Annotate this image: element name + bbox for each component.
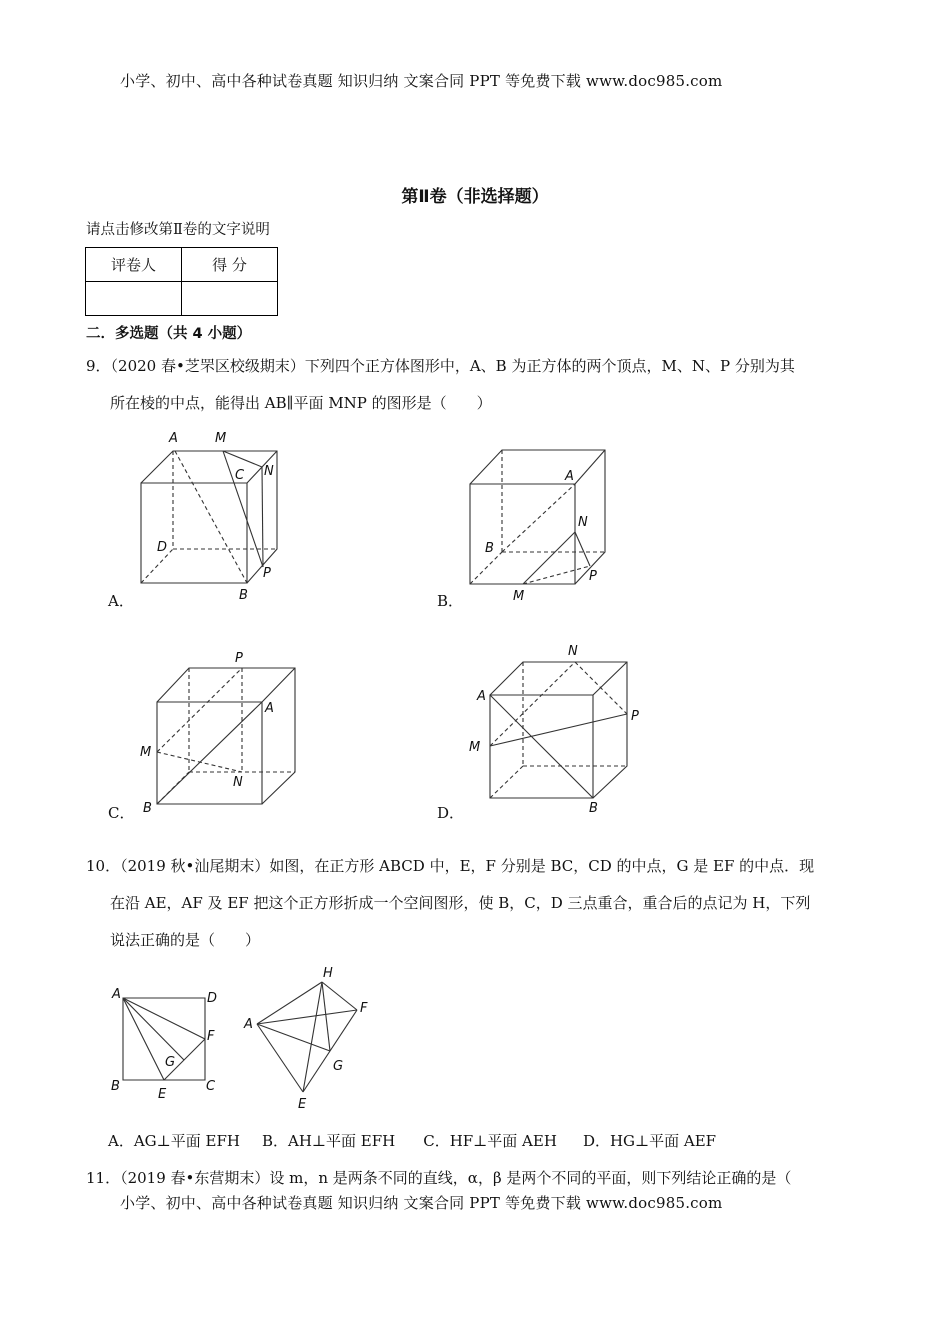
option-9d-label[interactable]: D．	[437, 804, 465, 822]
vertex-label: M	[513, 589, 525, 604]
section-heading: 二．多选题（共 4 小题）	[86, 326, 252, 342]
vertex-label: E	[158, 1087, 167, 1102]
segment-ab	[502, 484, 575, 552]
vertex-label: B	[111, 1079, 120, 1094]
figure-9a	[135, 425, 295, 605]
segment-hg	[322, 982, 330, 1051]
figure-10-folded	[240, 962, 380, 1117]
score-table-header-score: 得 分	[182, 248, 278, 282]
vertex-label: D	[207, 991, 218, 1006]
segment-mp	[490, 714, 627, 746]
question-text-line2: 所在棱的中点，能得出 AB∥平面 MNP 的图形是（ ）	[110, 394, 492, 412]
figure-10-square	[108, 982, 228, 1102]
question-text: 下列四个正方体图形中，A、B 为正方体的两个顶点，M、N、P 分别为其	[304, 357, 795, 375]
question-number: 10．	[86, 857, 121, 875]
segment-af	[257, 1010, 357, 1024]
page-header: 小学、初中、高中各种试卷真题 知识归纳 文案合同 PPT 等免费下载 www.doc985.com	[120, 72, 723, 90]
segment-ae	[123, 998, 164, 1080]
option-10a[interactable]: A．AG⊥平面 EFH	[108, 1132, 240, 1150]
option-10b[interactable]: B．AH⊥平面 EFH	[261, 1132, 396, 1150]
vertex-label: N	[264, 464, 274, 479]
cube-edge	[262, 668, 295, 702]
vertex-label: A	[265, 701, 274, 716]
vertex-label: H	[323, 966, 333, 981]
vertex-label: N	[578, 515, 588, 530]
vertex-label: A	[477, 689, 486, 704]
segment-np	[575, 532, 590, 566]
figure-9c	[135, 648, 305, 823]
vertex-label: B	[143, 801, 152, 816]
option-9c-label[interactable]: C．	[108, 804, 135, 822]
vertex-label: P	[235, 651, 243, 666]
question-9	[86, 348, 876, 422]
segment-ag	[257, 1024, 330, 1051]
figure-9b	[465, 440, 625, 610]
vertex-label: N	[568, 644, 578, 659]
segment-ag	[123, 998, 184, 1060]
vertex-label: G	[165, 1055, 176, 1070]
segment-mn	[490, 662, 575, 746]
vertex-label: P	[631, 709, 639, 724]
part-note[interactable]: 请点击修改第Ⅱ卷的文字说明	[86, 222, 270, 238]
vertex-label: B	[485, 541, 494, 556]
segment-ae	[257, 1024, 303, 1092]
vertex-label: C	[235, 468, 245, 483]
segment-he	[303, 982, 322, 1092]
question-text: 如图，在正方形 ABCD 中，E，F 分别是 BC，CD 的中点，G 是 EF 的中点．现	[269, 857, 815, 875]
question-text-line2: 在沿 AE，AF 及 EF 把这个正方形折成一个空间图形，使 B，C，D 三点重合，重合后的点记为 H，下列	[110, 894, 811, 912]
question-number: 9．	[86, 357, 111, 375]
question-source: （2020 春•芝罘区校级期末）	[110, 357, 305, 375]
option-10d[interactable]: D．HG⊥平面 AEF	[582, 1132, 717, 1150]
vertex-label: F	[207, 1029, 215, 1044]
vertex-label: C	[206, 1079, 216, 1094]
segment-mp	[523, 566, 590, 584]
segment-ab	[157, 702, 262, 804]
segment-mn	[223, 451, 262, 467]
score-table-header-reviewer: 评卷人	[86, 248, 182, 282]
vertex-label: M	[469, 740, 481, 755]
vertex-label: G	[333, 1059, 344, 1074]
vertex-label: A	[112, 987, 121, 1002]
score-table-reviewer-cell[interactable]	[86, 282, 182, 316]
page-footer: 小学、初中、高中各种试卷真题 知识归纳 文案合同 PPT 等免费下载 www.doc985.com	[120, 1194, 723, 1212]
score-table-score-cell[interactable]	[182, 282, 278, 316]
segment-mn	[523, 532, 575, 584]
vertex-label: P	[263, 566, 271, 581]
segment-fe	[303, 1010, 357, 1092]
figure-9d	[465, 640, 645, 820]
question-text-line3: 说法正确的是（ ）	[110, 931, 261, 949]
question-10	[86, 848, 886, 959]
option-10c[interactable]: C．HF⊥平面 AEH	[423, 1132, 557, 1150]
vertex-label: D	[157, 540, 168, 555]
option-9a-label[interactable]: A．	[108, 592, 134, 610]
cube-edge	[593, 662, 627, 695]
question-10-options	[108, 1130, 716, 1151]
question-source: （2019 秋•汕尾期末）	[120, 857, 270, 875]
cube-hidden-edge	[490, 766, 523, 798]
vertex-label: B	[239, 588, 248, 603]
vertex-label: N	[233, 775, 243, 790]
cube-edge	[575, 450, 605, 484]
cube-front-face	[141, 483, 247, 583]
score-table	[85, 247, 278, 316]
segment-af	[123, 998, 205, 1039]
part-title: 第Ⅱ卷（非选择题）	[401, 187, 549, 207]
vertex-label: B	[589, 801, 598, 816]
question-text: 设 m，n 是两条不同的直线，α，β 是两个不同的平面，则下列结论正确的是（	[269, 1169, 792, 1187]
vertex-label: F	[360, 1001, 368, 1016]
segment-ah	[257, 982, 322, 1024]
vertex-label: A	[565, 469, 574, 484]
segment-mp	[157, 668, 242, 752]
vertex-label: A	[169, 431, 178, 446]
segment-hf	[322, 982, 357, 1010]
option-9b-label[interactable]: B．	[437, 592, 464, 610]
vertex-label: M	[215, 431, 227, 446]
cube-visible-back-edges	[141, 451, 277, 583]
segment-np	[262, 467, 263, 567]
vertex-label: M	[140, 745, 152, 760]
vertex-label: P	[589, 569, 597, 584]
question-number: 11．	[86, 1169, 121, 1187]
vertex-label: A	[244, 1017, 253, 1032]
question-source: （2019 春•东营期末）	[120, 1169, 270, 1187]
vertex-label: E	[298, 1097, 307, 1112]
cube-hidden-edge	[470, 552, 502, 584]
segment-mn	[157, 752, 242, 772]
